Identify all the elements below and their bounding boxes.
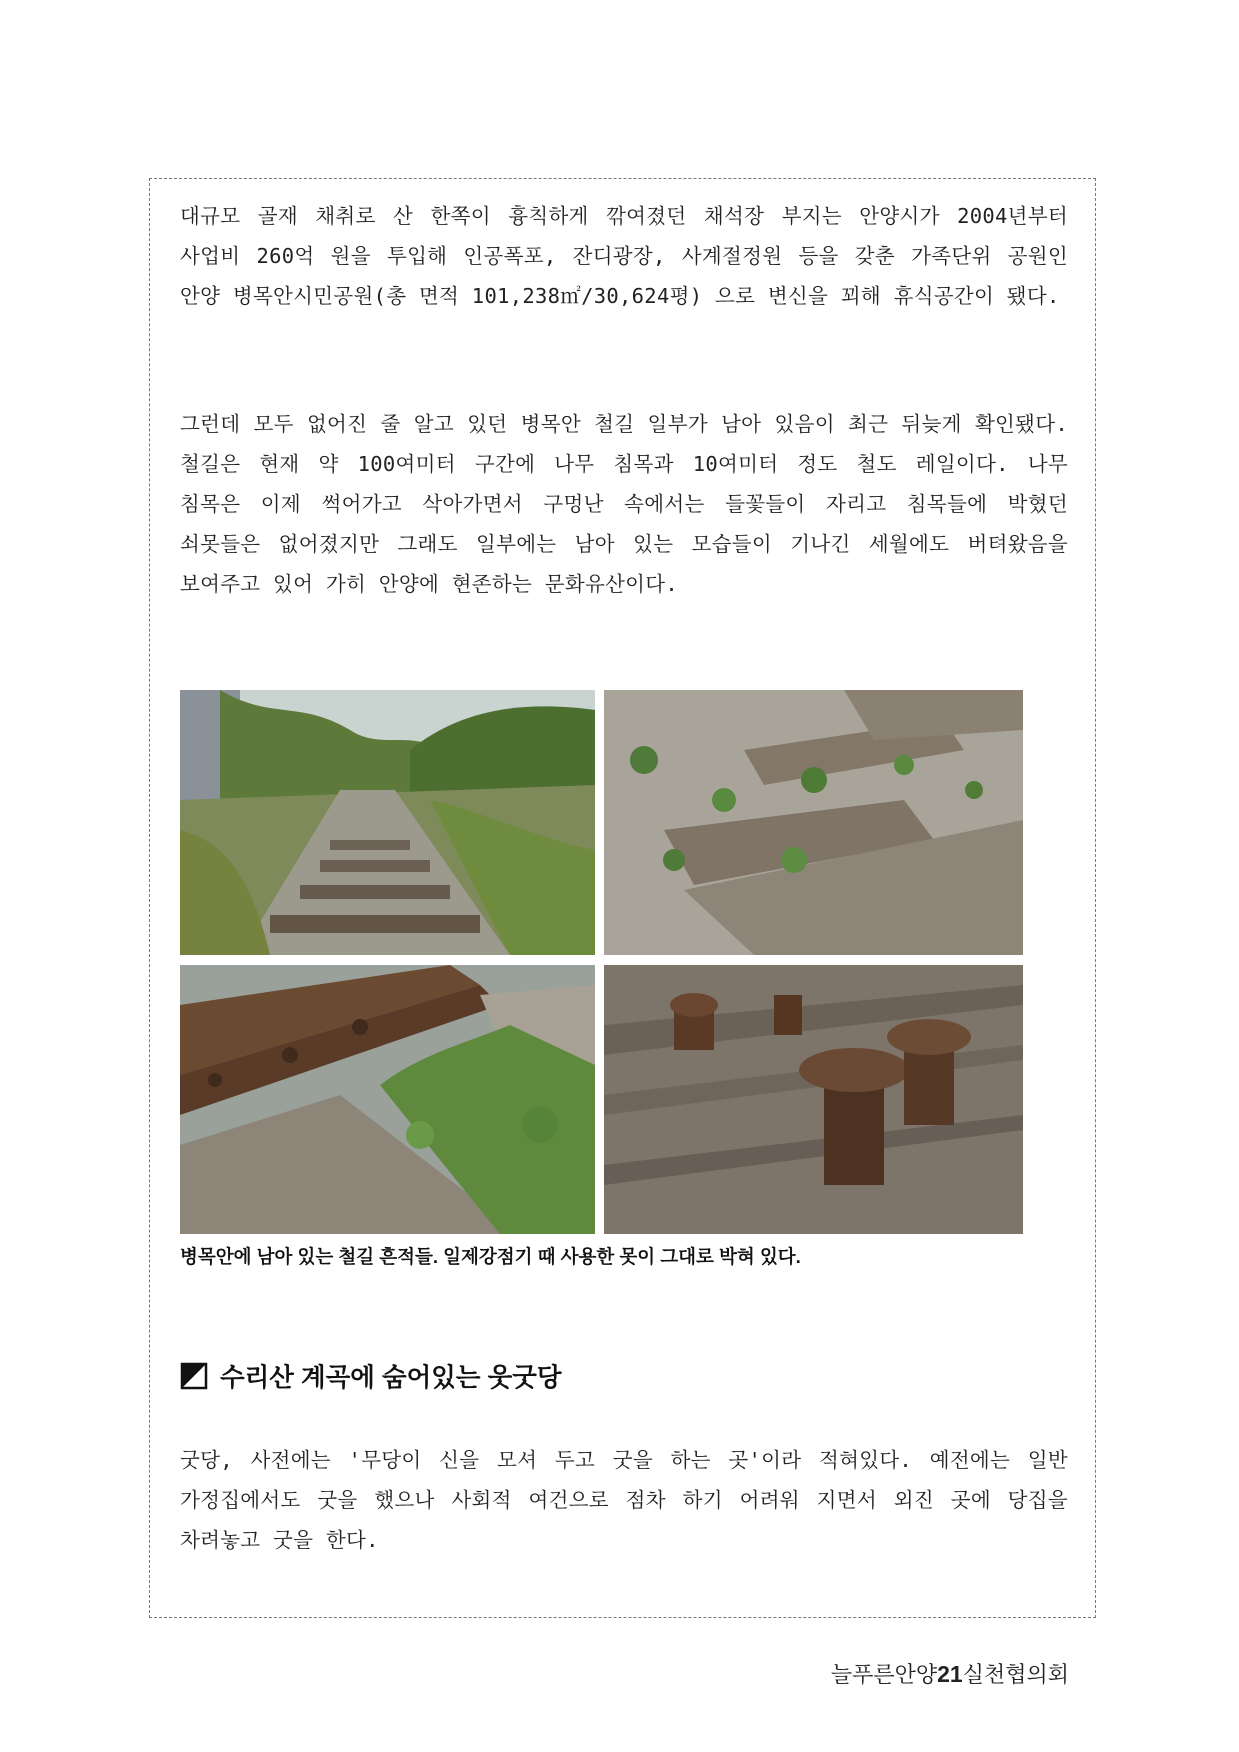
rusted-rail-photo: [180, 965, 595, 1234]
rusted-spikes-photo: [604, 965, 1023, 1234]
paragraph-gutdang: 굿당, 사전에는 '무당이 신을 모셔 두고 굿을 하는 곳'이라 적혀있다. 예전에는 일반 가정집에서도 굿을 했으나 사회적 여건으로 점차 하기 어려워 지면서 외진 곳에 당집을 차려놓고 굿을 한다.: [180, 1448, 1068, 1552]
heading-square-icon: [180, 1362, 208, 1390]
section-heading-text: 수리산 계곡에 숨어있는 웃굿당: [220, 1364, 562, 1392]
photo-caption: 병목안에 남아 있는 철길 흔적들. 일제강점기 때 사용한 못이 그대로 박혀 있다.: [180, 1246, 801, 1267]
wooden-sleepers-photo: [604, 690, 1023, 955]
footer-number: 21: [937, 1661, 963, 1687]
paragraph-railway-remains: 그런데 모두 없어진 줄 알고 있던 병목안 철길 일부가 남아 있음이 최근 뒤늦게 확인됐다. 철길은 현재 약 100여미터 구간에 나무 침목과 10여미터 정도 철도 레일이다. 나무 침목은 이제 썩어가고 삭아가면서 구멍난 속에서는 들꽃들이 자리고 침목들에 박혔던 쇠못들은 없어졌지만 그래도 일부에는 남아 있는 모습들이 기나긴 세월에도 버텨왔음을 보여주고 있어 가히 안양에 현존하는 문화유산이다.: [180, 412, 1068, 596]
railway-path-photo: [180, 690, 595, 955]
footer-prefix: 늘푸른안양: [830, 1662, 938, 1687]
paragraph-quarry-park: 대규모 골재 채취로 산 한쪽이 흉칙하게 깎여졌던 채석장 부지는 안양시가 2004년부터 사업비 260억 원을 투입해 인공폭포, 잔디광장, 사계절정원 등을 갖춘 가족단위 공원인 안양 병목안시민공원(총 면적 101,238㎡/30,624평) 으로 변신을 꾀해 휴식공간이 됐다.: [180, 204, 1068, 308]
footer-suffix: 실천협의회: [962, 1662, 1069, 1687]
footer-org-name: [831, 1658, 1069, 1689]
photo-grid: [180, 690, 1020, 1234]
section-heading: [180, 1358, 561, 1394]
